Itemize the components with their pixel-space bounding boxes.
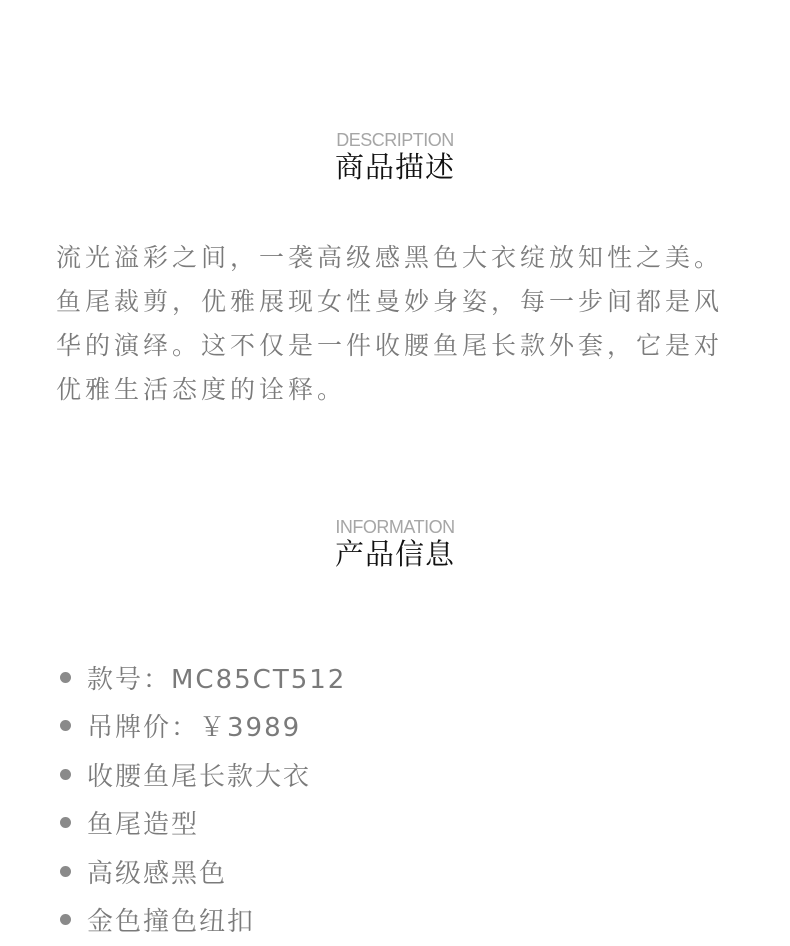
info-item-buttons xyxy=(60,896,740,945)
info-item-text: 收腰鱼尾长款大衣 xyxy=(87,761,312,792)
bullet-icon xyxy=(60,769,71,780)
information-title-cn: 产品信息 xyxy=(334,537,455,571)
description-title-cn: 商品描述 xyxy=(334,150,455,184)
product-info-list xyxy=(60,653,740,944)
info-item-color xyxy=(60,847,740,896)
info-item-text: 鱼尾造型 xyxy=(87,810,200,841)
info-item-text: 高级感黑色 xyxy=(87,858,228,889)
bullet-icon xyxy=(60,866,71,877)
info-item-style-number xyxy=(60,653,740,702)
bullet-icon xyxy=(60,817,71,828)
description-text: 流光溢彩之间，一袭高级感黑色大衣绽放知性之美。鱼尾裁剪，优雅展现女性曼妙身姿，每一步间都是风华的演绎。这不仅是一件收腰鱼尾长款外套，它是对优雅生活态度的诠释。 xyxy=(56,243,724,404)
info-item-shape xyxy=(60,799,740,848)
bullet-icon xyxy=(60,672,71,683)
information-header xyxy=(0,517,790,571)
info-item-style xyxy=(60,750,740,799)
bullet-icon xyxy=(60,720,71,731)
description-header xyxy=(0,130,790,184)
info-item-tag-price xyxy=(60,702,740,751)
information-title-en: INFORMATION xyxy=(335,517,455,537)
description-title-en: DESCRIPTION xyxy=(336,130,454,150)
info-item-text: 金色撞色纽扣 xyxy=(87,907,256,938)
info-item-text: 款号：MC85CT512 xyxy=(87,664,347,695)
info-item-text: 吊牌价：￥3989 xyxy=(87,713,302,744)
bullet-icon xyxy=(60,914,71,925)
